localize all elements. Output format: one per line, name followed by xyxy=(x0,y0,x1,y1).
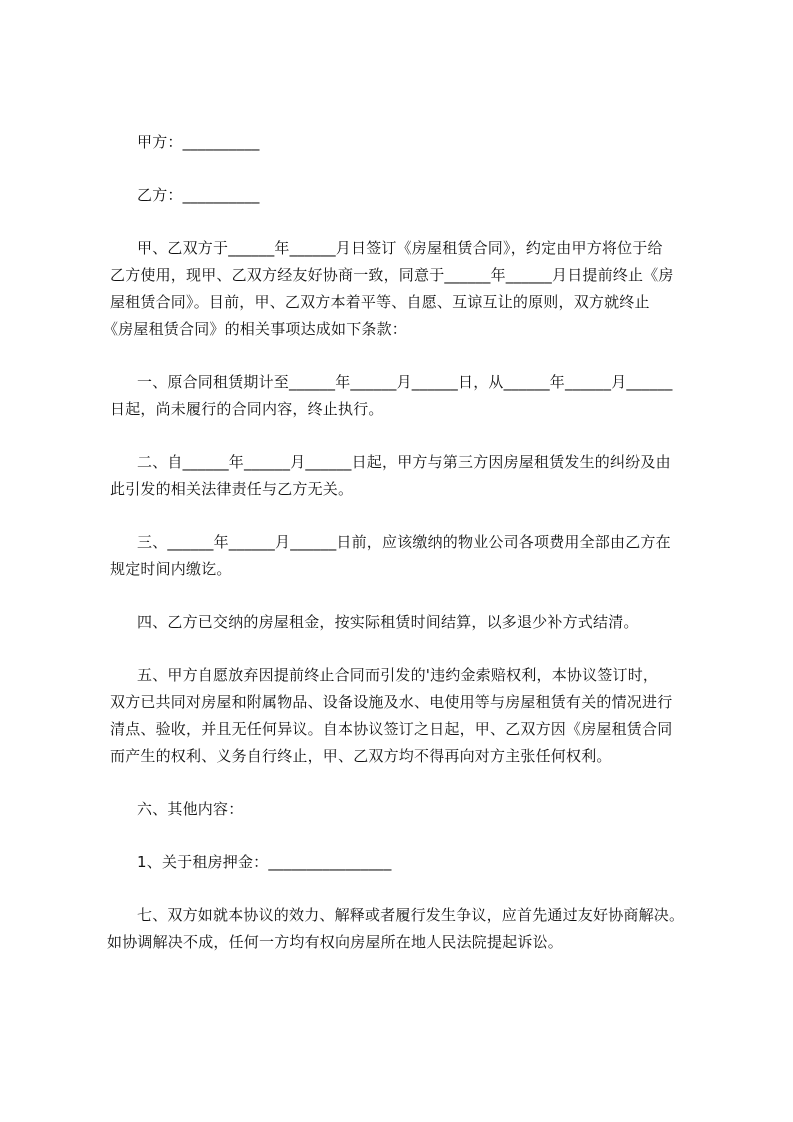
clause-4-line: 四、乙方已交纳的房屋租金，按实际租赁时间结算，以多退少补方式结清。 xyxy=(137,613,639,631)
intro-line-1: 甲、乙双方于______年______月日签订《房屋租赁合同》，约定由甲方将位于给 xyxy=(137,239,663,257)
intro-line-3: 屋租赁合同》。目前，甲、乙双方本着平等、自愿、互谅互让的原则，双方就终止 xyxy=(110,293,650,311)
clause-2-line-2: 此引发的相关法律责任与乙方无关。 xyxy=(110,480,354,498)
clause-7-line-1: 七、双方如就本协议的效力、解释或者履行发生争议，应首先通过友好协商解决。 xyxy=(137,906,685,924)
clause-3-line-1: 三、______年______月______日前，应该缴纳的物业公司各项费用全部由乙方在 xyxy=(137,533,671,551)
clause-5-line-3: 清点、验收，并且无任何异议。自本协议签订之日起，甲、乙双方因《房屋租赁合同 xyxy=(110,720,673,738)
intro-line-2: 乙方使用，现甲、乙双方经友好协商一致，同意于______年______月日提前终止《房 xyxy=(110,266,674,284)
intro-line-4: 《房屋租赁合同》的相关事项达成如下条款： xyxy=(103,320,408,338)
clause-7-line-2: 如协调解决不成，任何一方均有权向房屋所在地人民法院提起诉讼。 xyxy=(107,933,564,951)
party-a-line: 甲方：__________ xyxy=(137,133,260,151)
clause-5-line-2: 双方已共同对房屋和附属物品、设备设施及水、电使用等与房屋租赁有关的情况进行 xyxy=(110,693,673,711)
clause-2-line-1: 二、自______年______月______日起，甲方与第三方因房屋租赁发生的纠纷及由 xyxy=(137,453,671,471)
clause-5-line-4: 而产生的权利、义务自行终止，甲、乙双方均不得再向对方主张任何权利。 xyxy=(110,747,612,765)
clause-6-line: 六、其他内容： xyxy=(137,800,244,818)
clause-1-line-1: 一、原合同租赁期计至______年______月______日，从______年______月______ xyxy=(137,373,673,391)
clause-1-line-2: 日起，尚未履行的合同内容，终止执行。 xyxy=(110,400,384,418)
party-b-line: 乙方：__________ xyxy=(137,186,260,204)
clause-5-line-1: 五、甲方自愿放弃因提前终止合同而引发的'违约金索赔权利，本协议签订时， xyxy=(137,666,659,684)
clause-6-item-1-line: 1、关于租房押金：________________ xyxy=(137,853,392,871)
clause-3-line-2: 规定时间内缴讫。 xyxy=(110,560,232,578)
